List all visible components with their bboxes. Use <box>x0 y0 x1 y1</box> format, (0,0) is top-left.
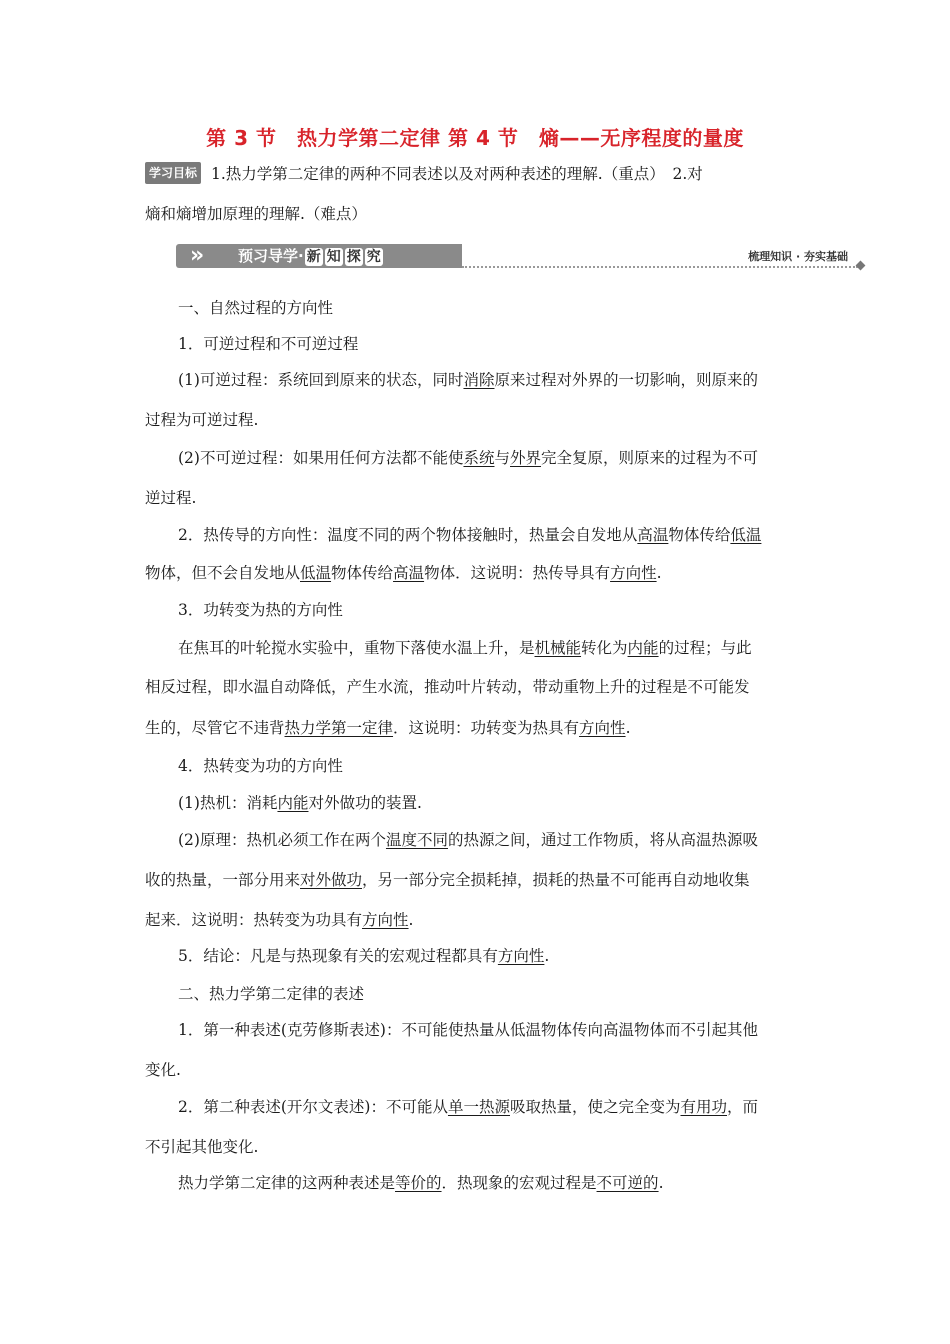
answer-blank: 机械能 <box>534 639 582 657</box>
text: 吸取热量，使之完全变为 <box>509 1098 681 1116</box>
answer-blank: 温度不同 <box>385 831 448 849</box>
banner-dot: · <box>298 247 304 265</box>
text: . <box>625 719 631 737</box>
item-3-title: 3．功转变为热的方向性 <box>178 601 343 619</box>
text: (2)不可逆过程：如果用任何方法都不能使 <box>178 449 464 467</box>
statement-1-cont: 变化. <box>145 1061 181 1079</box>
text: 的热源之间，通过工作物质，将从高温热源吸 <box>447 831 758 849</box>
text: . <box>656 564 662 582</box>
heading-natural-process: 一、自然过程的方向性 <box>178 299 334 317</box>
text: 2．热传导的方向性：温度不同的两个物体接触时，热量会自发地从 <box>178 526 638 544</box>
banner-title-main: 预习导学 <box>238 247 299 265</box>
item-3-line-1 <box>178 638 815 658</box>
diamond-icon <box>856 261 866 271</box>
equivalence-note <box>178 1173 815 1193</box>
text: 原来过程对外界的一切影响，则原来的 <box>494 371 758 389</box>
statement-2 <box>178 1097 815 1117</box>
item-1-1 <box>178 370 815 390</box>
banner-char-2: 知 <box>326 249 341 265</box>
objectives-text-1: 1.热力学第二定律的两种不同表述以及对两种表述的理解.（重点） 2.对 <box>211 165 703 183</box>
text: . <box>544 947 550 965</box>
item-4-1 <box>178 793 815 813</box>
text: 5．结论：凡是与热现象有关的宏观过程都具有 <box>178 947 498 965</box>
text: 物体．这说明：热传导具有 <box>424 564 611 582</box>
text: (1)可逆过程：系统回到原来的状态，同时 <box>178 371 464 389</box>
item-2 <box>178 525 815 545</box>
item-4-title: 4．热转变为功的方向性 <box>178 757 343 775</box>
answer-blank: 方向性 <box>497 947 545 965</box>
answer-blank: 单一热源 <box>447 1098 510 1116</box>
answer-blank: 不可逆的 <box>596 1174 659 1192</box>
heading-second-law: 二、热力学第二定律的表述 <box>178 985 365 1003</box>
text: 物体，但不会自发地从 <box>145 564 301 582</box>
answer-blank: 系统 <box>463 449 495 467</box>
statement-2-cont: 不引起其他变化. <box>145 1138 259 1156</box>
item-4-2-cont-2 <box>145 910 815 930</box>
banner-bar <box>176 244 462 268</box>
text: 热力学第二定律的这两种表述是 <box>178 1174 396 1192</box>
item-4-2-cont-1 <box>145 870 815 890</box>
answer-blank: 方向性 <box>579 719 626 737</box>
item-1-1-cont: 过程为可逆过程. <box>145 411 259 429</box>
text: 完全复原，则原来的过程为不可 <box>541 449 759 467</box>
text: ．这说明：功转变为热具有 <box>393 719 580 737</box>
answer-blank: 有用功 <box>680 1098 728 1116</box>
answer-blank: 等价的 <box>395 1174 442 1192</box>
objectives-line-1 <box>145 162 815 184</box>
item-2-cont <box>145 563 815 583</box>
banner-subtitle: 梳理知识 · 夯实基础 <box>748 250 848 263</box>
text: 转化为 <box>581 639 628 657</box>
objectives-badge: 学习目标 <box>145 162 201 184</box>
text: 物体传给 <box>668 526 731 544</box>
item-3-line-3 <box>145 718 815 738</box>
answer-blank: 高温 <box>393 564 425 582</box>
answer-blank: 方向性 <box>362 911 409 929</box>
text: 起来．这说明：热转变为功具有 <box>145 911 363 929</box>
answer-blank: 低温 <box>730 526 762 544</box>
item-3-line-2: 相反过程，即水温自动降低，产生水流，推动叶片转动，带动重物上升的过程是不可能发 <box>145 678 750 696</box>
banner-char-4: 究 <box>366 249 381 265</box>
objectives-line-2: 熵和熵增加原理的理解.（难点） <box>145 205 367 223</box>
item-1-2-cont: 逆过程. <box>145 489 197 507</box>
answer-blank: 热力学第一定律 <box>284 719 394 737</box>
section-banner <box>176 238 866 272</box>
item-5 <box>178 946 815 966</box>
answer-blank: 低温 <box>300 564 332 582</box>
text: (2)原理：热机必须工作在两个 <box>178 831 386 849</box>
text: 2．第二种表述(开尔文表述)：不可能从 <box>178 1098 448 1116</box>
statement-1: 1．第一种表述(克劳修斯表述)：不可能使热量从低温物体传向高温物体而不引起其他 <box>178 1021 758 1039</box>
answer-blank: 对外做功 <box>300 871 363 889</box>
answer-blank: 内能 <box>627 639 659 657</box>
text: 物体传给 <box>331 564 394 582</box>
item-1-2 <box>178 448 815 468</box>
answer-blank: 高温 <box>637 526 669 544</box>
item-4-2 <box>178 830 815 850</box>
banner-char-1: 新 <box>306 249 321 265</box>
text: 对外做功的装置. <box>308 794 422 812</box>
double-chevron-icon: » <box>190 243 199 268</box>
text: ，而 <box>727 1098 759 1116</box>
text: 的过程；与此 <box>658 639 752 657</box>
text: (1)热机：消耗 <box>178 794 278 812</box>
text: 生的，尽管它不违背 <box>145 719 285 737</box>
text: . <box>658 1174 664 1192</box>
banner-title <box>238 247 384 266</box>
text: ．热现象的宏观过程是 <box>441 1174 597 1192</box>
item-1-title: 1．可逆过程和不可逆过程 <box>178 335 359 353</box>
answer-blank: 方向性 <box>610 564 657 582</box>
answer-blank: 外界 <box>510 449 542 467</box>
text: 与 <box>494 449 510 467</box>
answer-blank: 消除 <box>463 371 495 389</box>
text: ，另一部分完全损耗掉，损耗的热量不可能再自动地收集 <box>362 871 750 889</box>
answer-blank: 内能 <box>277 794 309 812</box>
text: . <box>408 911 414 929</box>
banner-char-3: 探 <box>346 249 361 265</box>
text: 收的热量，一部分用来 <box>145 871 301 889</box>
text: 在焦耳的叶轮搅水实验中，重物下落使水温上升，是 <box>178 639 535 657</box>
banner-dotted-rule <box>462 266 858 268</box>
page-title: 第 3 节 热力学第二定律 第 4 节 熵——无序程度的量度 <box>206 126 744 150</box>
